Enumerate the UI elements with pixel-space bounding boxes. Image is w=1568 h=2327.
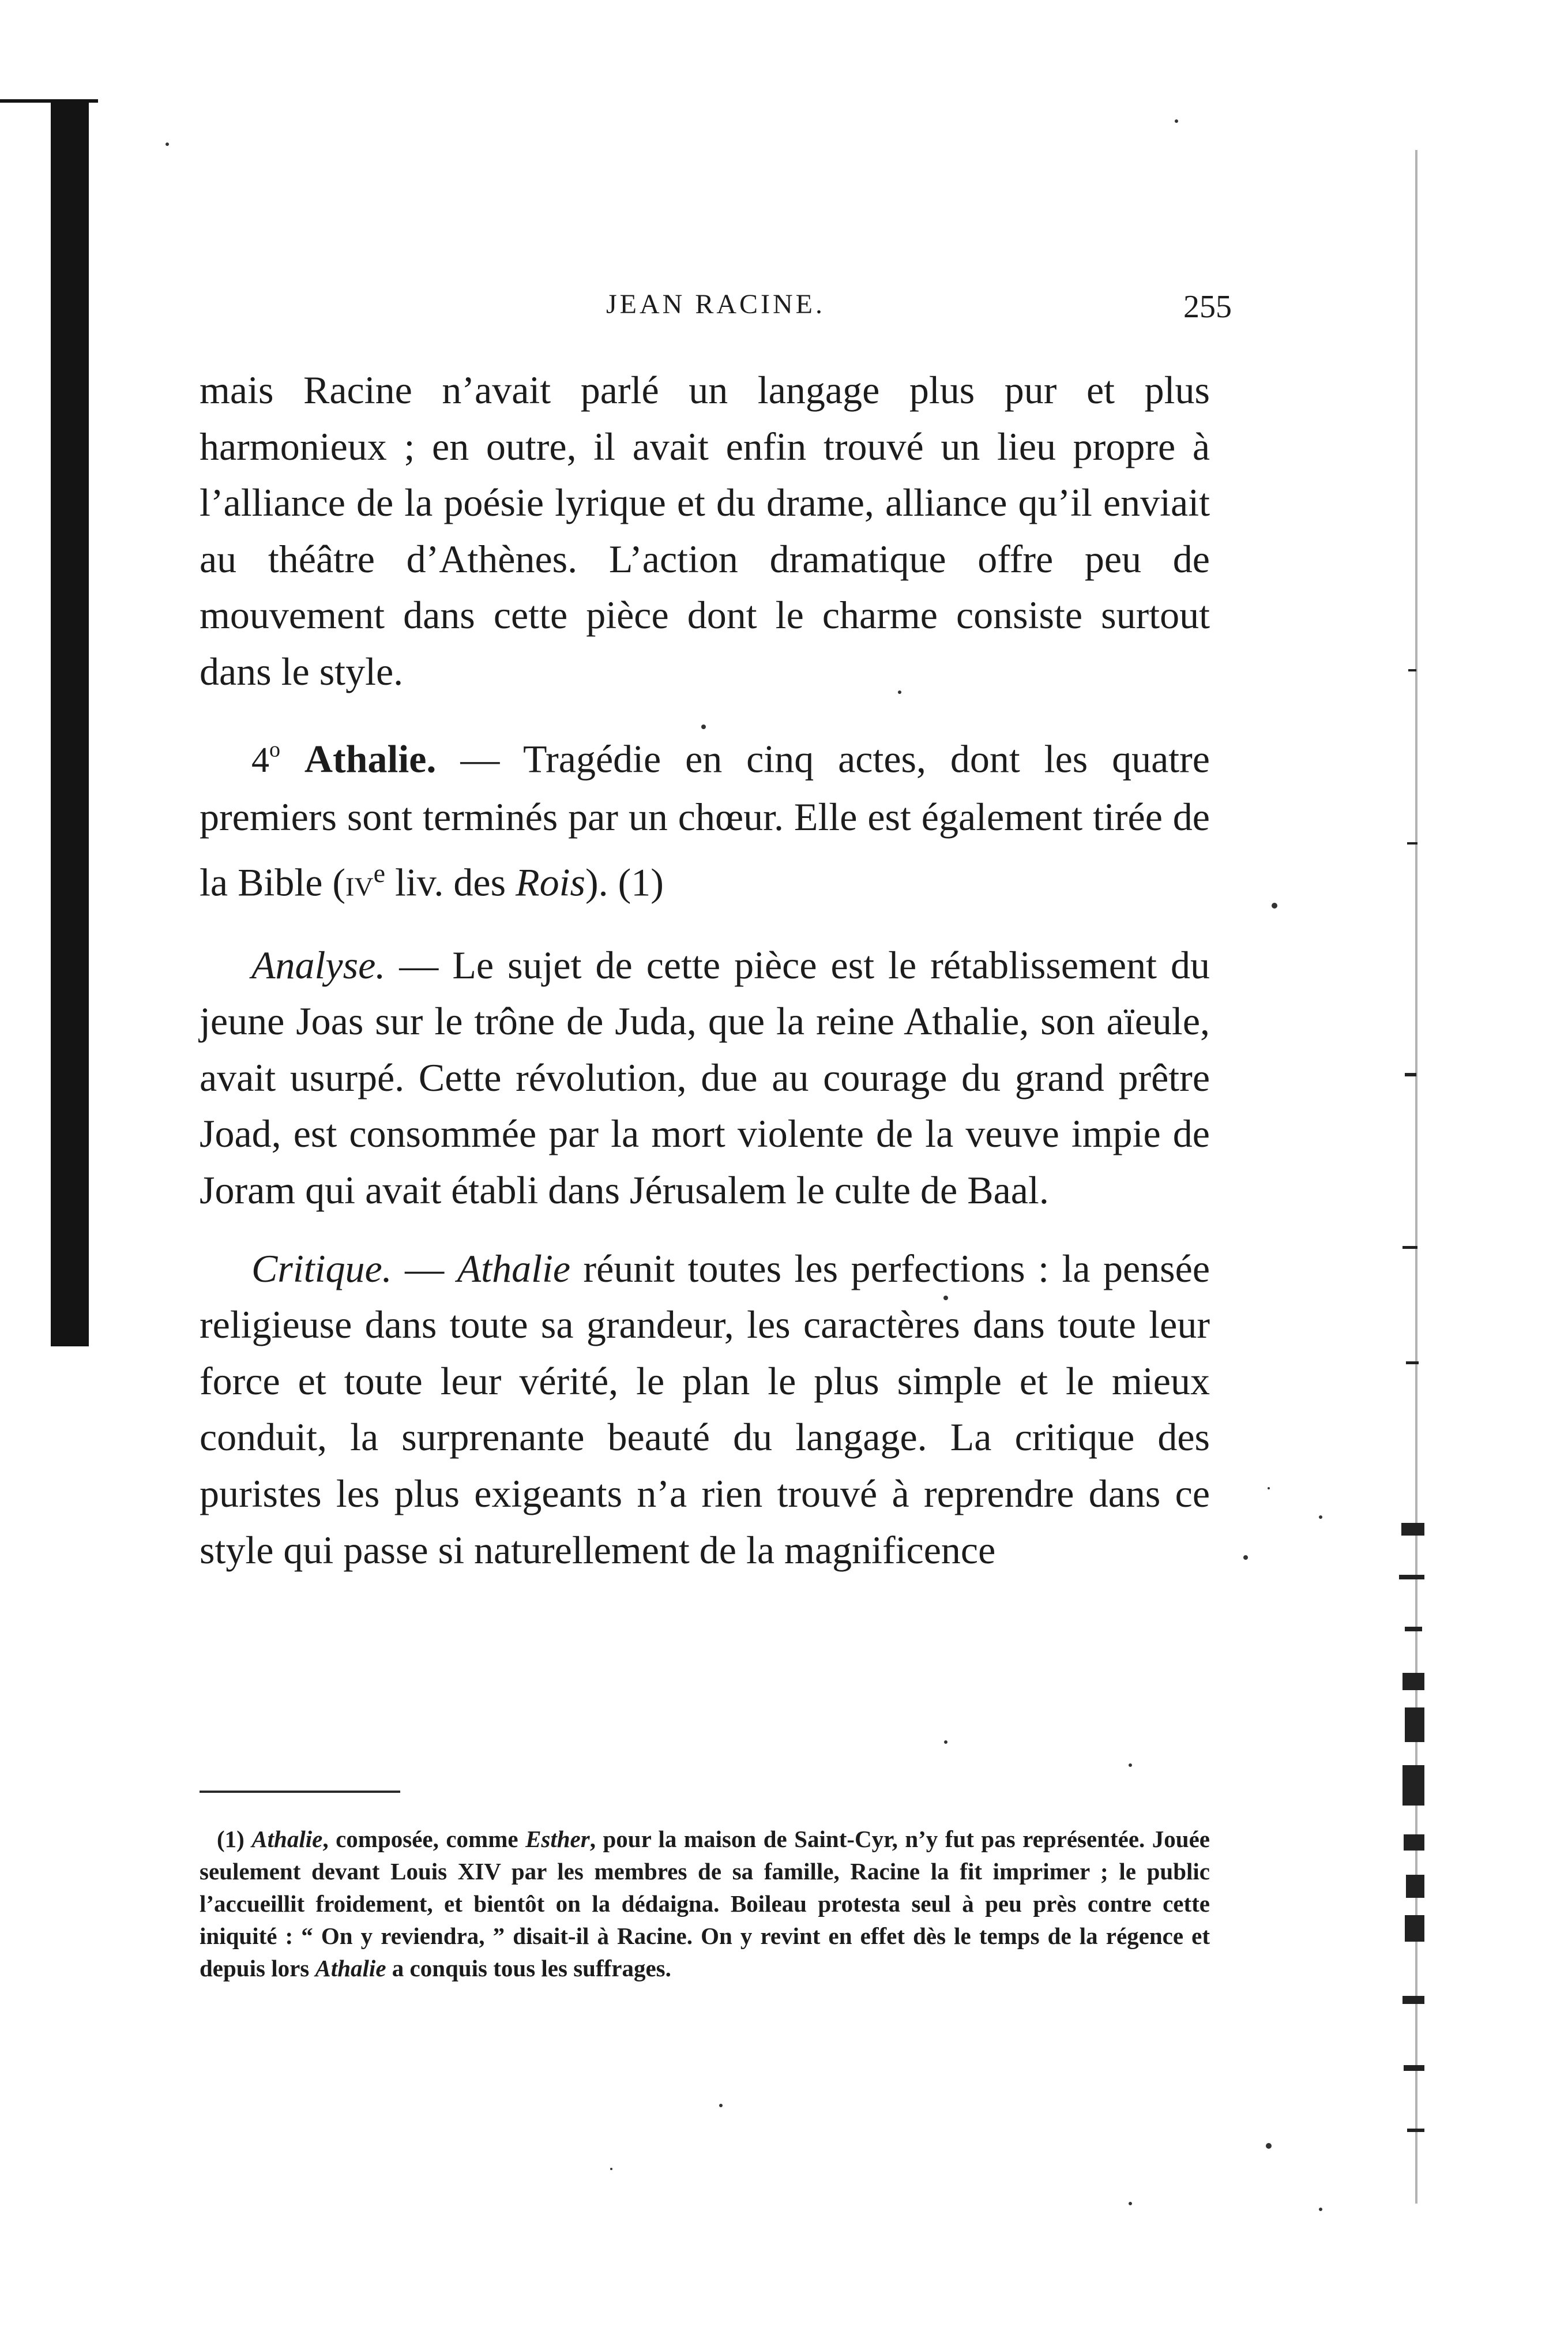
book-title: Rois [516, 861, 585, 904]
running-head-title: JEAN RACINE. [606, 289, 825, 320]
scan-top-rule [0, 99, 98, 103]
paragraph-text: — Le sujet de cette pièce est le rétablissement du jeune Joas sur le trône de Juda, que la reine Athalie, son aïeule, avait usurpé. Cette révolution, due au courage du grand prêtre Joad, est consommée par la mort violente de la veuve impie de Joram qui avait établi dans Jérusalem le culte de Baal. [200, 943, 1210, 1212]
paragraph-athalie: 4$^o$ Athalie. — Tragédie en cinq actes, dont les quatre premiers sont terminés par un chœur. Elle est également tirée de la Bible (IVe liv. des Rois). (1) [200, 737, 1210, 904]
paragraph-critique: Critique. — Athalie réunit toutes les perfections : la pensée religieuse dans toute sa grandeur, les caractères dans toute leur force et toute leur vérité, le plan le plus simple et le mieux conduit, la surprenante beauté du langage. La critique des puristes les plus exigeants n’a rien trouvé à reprendre dans ce style qui passe si naturellement de la magnificence [200, 1246, 1210, 1572]
main-text [200, 362, 1210, 1578]
scan-right-edge-noise [1382, 150, 1428, 2204]
footnote-separator [200, 1791, 400, 1793]
paragraph-analyse [200, 937, 1210, 1219]
page-number: 255 [1183, 289, 1232, 325]
critique-label: Critique. [251, 1246, 392, 1290]
work-title: Athalie [457, 1246, 571, 1290]
book-reference: IV [345, 872, 374, 902]
running-head [200, 288, 1232, 329]
paragraph-continuation [200, 362, 1210, 700]
footnote: (1) Athalie, composée, comme Esther, pour la maison de Saint-Cyr, n’y fut pas représentée. Jouée seulement devant Louis XIV par les membres de sa famille, Racine la fit imprimer ; le public l’accueillit froidement, et bientôt on la dédaigna. Boileau protesta seul à peu près contre cette iniquité : “ On y reviendra, ” disait-il à Racine. On y revint en effet dès le temps de la régence et depuis lors Athalie a conquis tous les suffrages. [200, 1826, 1210, 1981]
footnote-number: (1) [217, 1826, 252, 1852]
section-ordinal: 4$^o$ [251, 737, 280, 780]
footnote-marker: (1) [618, 861, 664, 904]
scan-binding-edge [51, 99, 89, 1346]
paragraph-text: — Tragédie en cinq actes, dont les quatre premiers sont terminés par un chœur. Elle est également tirée de la Bible ( [200, 737, 1210, 904]
paragraph-text: réunit toutes les perfections : la pensée religieuse dans toute sa grandeur, les caractères dans toute leur force et toute leur vérité, le plan le plus simple et le mieux conduit, la surprenante beauté du langage. La critique des puristes les plus exigeants n’a rien trouvé à reprendre dans ce style qui passe si naturellement de la magnificence [200, 1246, 1210, 1572]
section-title: Athalie. [304, 737, 437, 781]
analyse-label: Analyse. [251, 943, 386, 987]
paragraph-text: mais Racine n’avait parlé un langage plus pur et plus harmonieux ; en outre, il avait enfin trouvé un lieu propre à l’alliance de la poésie lyrique et du drame, alliance qu’il enviait au théâtre d’Athènes. L’action dramatique offre peu de mouvement dans cette pièce dont le charme consiste surtout dans le style. [200, 368, 1210, 693]
